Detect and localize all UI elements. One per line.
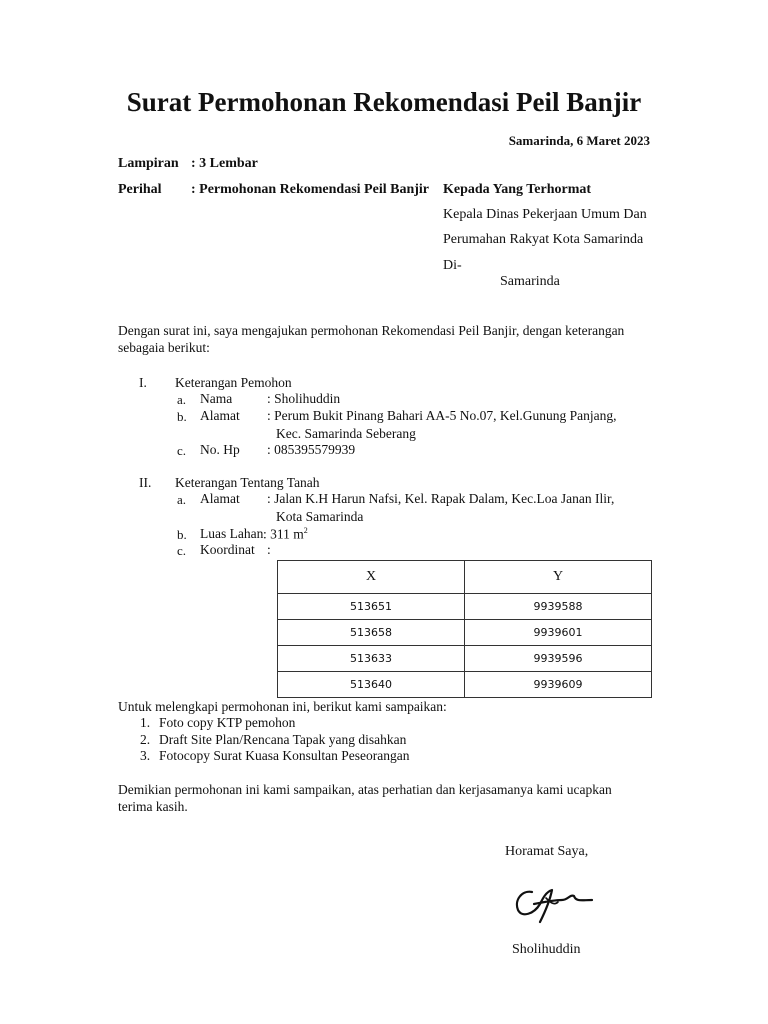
section1-item-letter: a. (177, 392, 187, 407)
lampiran-label: Lampiran (118, 156, 179, 171)
section2-item-letter: c. (177, 543, 187, 558)
section2-heading: Keterangan Tentang Tanah (175, 475, 320, 490)
table-row (278, 620, 652, 646)
signatory-name: Sholihuddin (512, 942, 581, 957)
signature-greeting: Horamat Saya, (505, 844, 589, 859)
closing-line2: terima kasih. (118, 799, 188, 814)
cell-x: 513658 (278, 620, 465, 646)
land-area-value (263, 526, 308, 543)
cell-x: 513651 (278, 594, 465, 620)
section1-item-value: : Perum Bukit Pinang Bahari AA-5 No.07, Kel.Gunung Panjang, (267, 408, 617, 423)
section1-item-value: : Sholihuddin (267, 391, 341, 406)
attachment-text: Fotocopy Surat Kuasa Konsultan Peseorangan (159, 748, 410, 763)
section1-item-label: No. Hp (200, 442, 240, 457)
section2-numeral: II. (139, 475, 152, 490)
closing-line1: Demikian permohonan ini kami sampaikan, atas perhatian dan kerjasamanya kami ucapkan (118, 782, 612, 797)
cell-y: 9939588 (465, 594, 652, 620)
section1-item-letter: c. (177, 443, 187, 458)
place-date: Samarinda, 6 Maret 2023 (508, 133, 650, 148)
attachments-intro: Untuk melengkapi permohonan ini, berikut kami sampaikan: (118, 699, 447, 714)
section2-item-label: Luas Lahan (200, 526, 264, 541)
lampiran-value: : 3 Lembar (191, 156, 258, 171)
intro-line2: sebagaia berikut: (118, 340, 210, 355)
section1-item-letter: b. (177, 409, 187, 424)
section1-numeral: I. (139, 375, 147, 390)
coordinate-table (277, 560, 652, 698)
table-header-row (278, 561, 652, 594)
recipient-line4: Samarinda (500, 274, 560, 289)
table-row (278, 594, 652, 620)
cell-y: 9939609 (465, 672, 652, 698)
section2-item-letter: a. (177, 492, 187, 507)
section2-item-value-cont: Kota Samarinda (276, 509, 364, 524)
section1-item-value-cont: Kec. Samarinda Seberang (276, 426, 416, 441)
perihal-label: Perihal (118, 182, 162, 197)
recipient-line1: Kepala Dinas Pekerjaan Umum Dan (443, 207, 647, 222)
attachment-text: Draft Site Plan/Rencana Tapak yang disahkan (159, 732, 407, 747)
table-row (278, 672, 652, 698)
attachment-num: 2. (140, 732, 151, 747)
column-header-y: Y (465, 561, 652, 594)
recipient-line3: Di- (443, 258, 462, 273)
section1-heading: Keterangan Pemohon (175, 375, 292, 390)
cell-x: 513640 (278, 672, 465, 698)
land-area-number: : 311 m (263, 526, 304, 542)
recipient-greeting: Kepada Yang Terhormat (443, 182, 592, 197)
cell-y: 9939596 (465, 646, 652, 672)
land-area-unit-exponent: 2 (303, 526, 308, 535)
letter-title: Surat Permohonan Rekomendasi Peil Banjir (126, 87, 642, 117)
perihal-value: : Permohonan Rekomendasi Peil Banjir (191, 182, 429, 197)
section2-item-letter: b. (177, 527, 187, 542)
attachment-num: 1. (140, 715, 151, 730)
section2-item-value: : Jalan K.H Harun Nafsi, Kel. Rapak Dalam, Kec.Loa Janan Ilir, (267, 491, 615, 506)
attachment-text: Foto copy KTP pemohon (159, 715, 296, 730)
handwritten-signature (510, 878, 600, 928)
section2-item-label: Koordinat (200, 542, 255, 557)
column-header-x: X (278, 561, 465, 594)
section1-item-label: Alamat (200, 408, 240, 423)
section1-item-label: Nama (200, 391, 233, 406)
section2-item-value: : (267, 542, 271, 557)
intro-line1: Dengan surat ini, saya mengajukan permohonan Rekomendasi Peil Banjir, dengan keterangan (118, 323, 625, 338)
cell-y: 9939601 (465, 620, 652, 646)
section2-item-label: Alamat (200, 491, 240, 506)
cell-x: 513633 (278, 646, 465, 672)
section1-item-value: : 085395579939 (267, 442, 356, 457)
table-row (278, 646, 652, 672)
recipient-line2: Perumahan Rakyat Kota Samarinda (443, 232, 644, 247)
attachment-num: 3. (140, 748, 151, 763)
